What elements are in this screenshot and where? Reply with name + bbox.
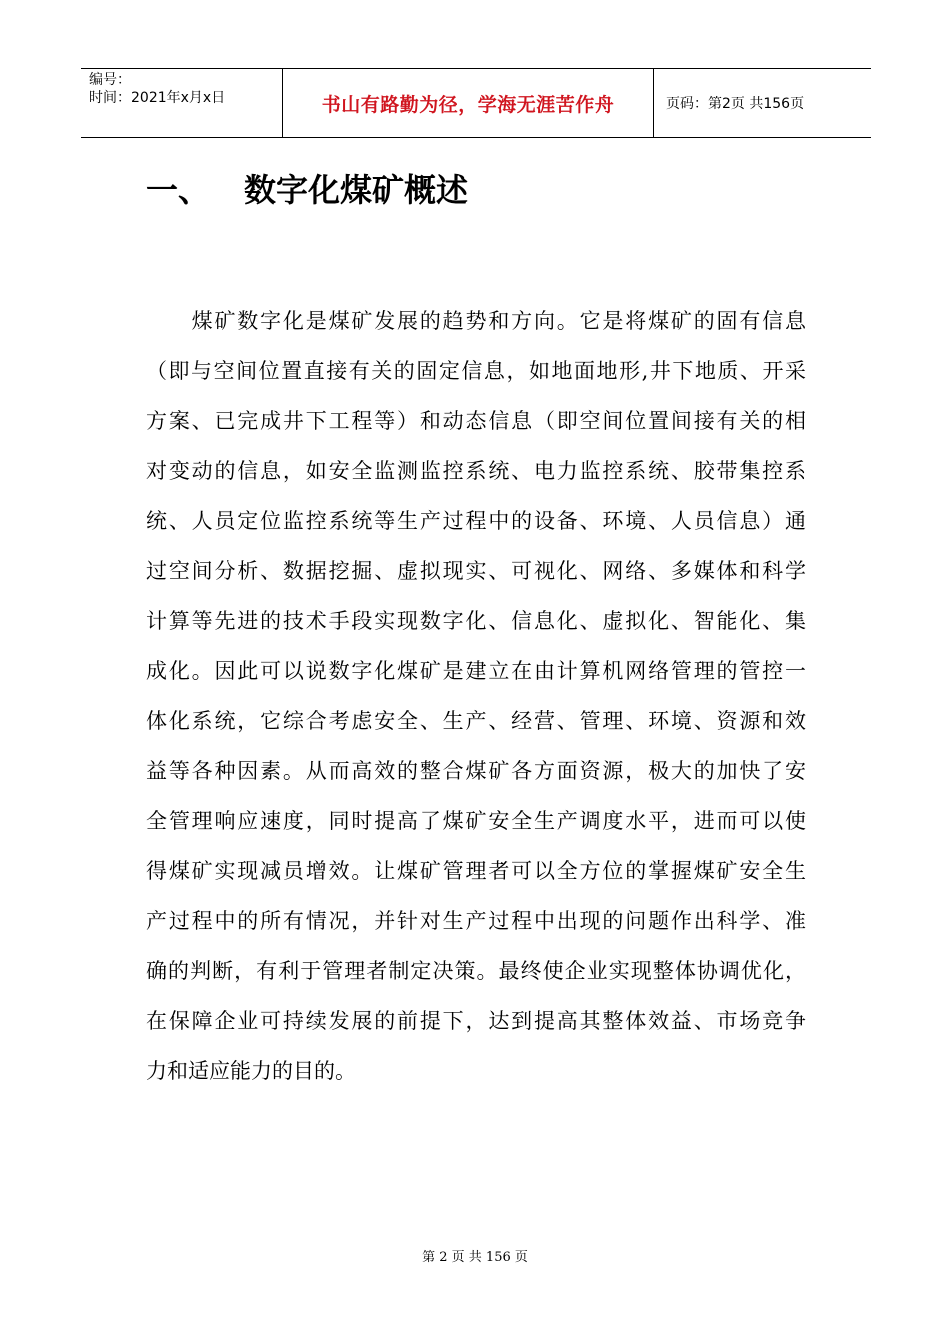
time-label: 时间：2021年x月x日 bbox=[89, 90, 226, 106]
paragraph-line: 产过程中的所有情况，并针对生产过程中出现的问题作出科学、准 bbox=[146, 909, 806, 933]
paragraph-line: 成化。因此可以说数字化煤矿是建立在由计算机网络管理的管控一 bbox=[146, 659, 806, 683]
paragraph-line: 统、人员定位监控系统等生产过程中的设备、环境、人员信息）通 bbox=[146, 509, 806, 533]
paragraph-line: （即与空间位置直接有关的固定信息，如地面地形,井下地质、开采 bbox=[146, 359, 806, 383]
paragraph-line: 过空间分析、数据挖掘、虚拟现实、可视化、网络、多媒体和科学 bbox=[146, 559, 806, 583]
section-title: 数字化煤矿概述 bbox=[244, 171, 469, 209]
paragraph-line: 计算等先进的技术手段实现数字化、信息化、虚拟化、智能化、集 bbox=[146, 609, 806, 633]
paragraph-line: 体化系统，它综合考虑安全、生产、经营、管理、环境、资源和效 bbox=[146, 709, 806, 733]
document-header bbox=[81, 68, 871, 138]
paragraph-line: 方案、已完成井下工程等）和动态信息（即空间位置间接有关的相 bbox=[146, 409, 806, 433]
paragraph-line: 在保障企业可持续发展的前提下，达到提高其整体效益、市场竞争 bbox=[146, 1009, 806, 1033]
paragraph-line: 煤矿数字化是煤矿发展的趋势和方向。它是将煤矿的固有信息 bbox=[146, 309, 806, 333]
paragraph-line: 确的判断，有利于管理者制定决策。最终使企业实现整体协调优化， bbox=[146, 959, 806, 983]
page-footer: 第 2 页 共 156 页 bbox=[422, 1250, 528, 1265]
section-heading bbox=[146, 165, 468, 211]
section-number: 一、 bbox=[146, 171, 211, 209]
paragraph-line: 力和适应能力的目的。 bbox=[146, 1059, 356, 1083]
paragraph-line: 得煤矿实现减员增效。让煤矿管理者可以全方位的掌握煤矿安全生 bbox=[146, 859, 806, 883]
header-meta bbox=[81, 69, 282, 137]
paragraph-line: 对变动的信息，如安全监测监控系统、电力监控系统、胶带集控系 bbox=[146, 459, 806, 483]
header-motto: 书山有路勤为径，学海无涯苦作舟 bbox=[282, 69, 654, 137]
paragraph-line: 益等各种因素。从而高效的整合煤矿各方面资源，极大的加快了安 bbox=[146, 759, 806, 783]
header-page-info: 页码：第2页 共156页 bbox=[666, 96, 805, 112]
paragraph-line: 全管理响应速度，同时提高了煤矿安全生产调度水平，进而可以使 bbox=[146, 809, 806, 833]
number-label: 编号： bbox=[89, 72, 131, 88]
body-paragraph bbox=[146, 296, 806, 1096]
